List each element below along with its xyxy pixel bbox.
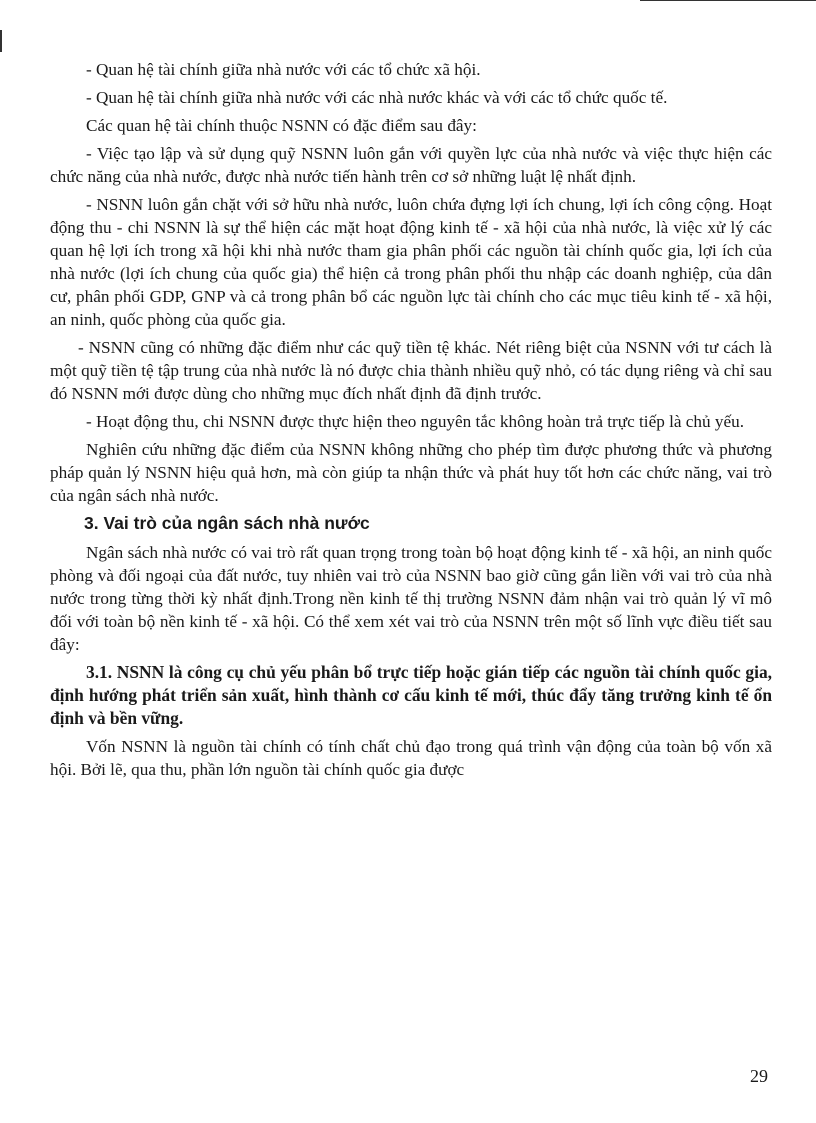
section-heading-3: 3. Vai trò của ngân sách nhà nước [84,513,370,533]
paragraph-role-overview: Ngân sách nhà nước có vai trò rất quan trọng trong toàn bộ hoạt động kinh tế - xã hội, an ninh quốc phòng và đối ngoại của đất nước, tuy nhiên vai trò của NSNN bao giờ cũng gắn liền với vai trò của nhà nước trong từng thời kỳ nhất định.Trong nền kinh tế thị trường NSNN đảm nhận vai trò quản lý vĩ mô đối với toàn bộ nền kinh tế - xã hội. Có thể xem xét vai trò của NSNN trên một số lĩnh vực điều tiết sau đây: [50,543,772,654]
page-number: 29 [750,1066,768,1086]
paragraph-capital: Vốn NSNN là nguồn tài chính có tính chất chủ đạo trong quá trình vận động của toàn bộ vốn xã hội. Bởi lẽ, qua thu, phần lớn nguồn tài chính quốc gia được [50,737,772,779]
paragraph-social-orgs: - Quan hệ tài chính giữa nhà nước với các tổ chức xã hội. [86,60,481,79]
paragraph-research: Nghiên cứu những đặc điểm của NSNN không những cho phép tìm được phương thức và phương pháp quản lý NSNN hiệu quả hơn, mà còn giúp ta nhận thức và phát huy tốt hơn các chức năng, vai trò của ngân sách nhà nước. [50,440,772,505]
paragraph-characteristics-intro: Các quan hệ tài chính thuộc NSNN có đặc điểm sau đây: [86,116,477,135]
page-body [50,58,772,781]
paragraph-non-refundable: - Hoạt động thu, chi NSNN được thực hiện theo nguyên tắc không hoàn trả trực tiếp là chủ yếu. [86,412,745,431]
paragraph-state-power: - Việc tạo lập và sử dụng quỹ NSNN luôn gắn với quyền lực của nhà nước và việc thực hiện các chức năng của nhà nước, được nhà nước tiến hành trên cơ sở những luật lệ nhất định. [50,144,772,186]
top-rule [640,0,816,1]
subsection-heading-3-1: 3.1. NSNN là công cụ chủ yếu phân bổ trực tiếp hoặc gián tiếp các nguồn tài chính quốc gia, định hướng phát triển sản xuất, hình thành cơ cấu kinh tế mới, thúc đẩy tăng trưởng kinh tế ổn định và bền vững. [50,662,772,728]
scan-edge-mark [0,30,2,52]
paragraph-state-ownership: - NSNN luôn gắn chặt với sở hữu nhà nước, luôn chứa đựng lợi ích chung, lợi ích công cộng. Hoạt động thu - chi NSNN là sự thể hiện các mặt hoạt động kinh tế - xã hội của nhà nước, là việc xử lý các quan hệ lợi ích trong xã hội khi nhà nước tham gia phân phối các nguồn tài chính quốc gia, lợi ích của nhà nước (lợi ích chung của quốc gia) thể hiện cả trong phân phối thu nhập các doanh nghiệp, của dân cư, phân phối GDP, GNP và cả trong phân bổ các nguồn lực tài chính cho các mục tiêu kinh tế - xã hội, an ninh, quốc phòng của quốc gia. [50,195,772,329]
paragraph-monetary-fund: - NSNN cũng có những đặc điểm như các quỹ tiền tệ khác. Nét riêng biệt của NSNN với tư cách là một quỹ tiền tệ tập trung của nhà nước là nó được chia thành nhiều quỹ nhỏ, có tác dụng riêng và chỉ sau đó NSNN mới được dùng cho những mục đích nhất định đã định trước. [50,338,772,403]
paragraph-international: - Quan hệ tài chính giữa nhà nước với các nhà nước khác và với các tổ chức quốc tế. [86,88,668,107]
